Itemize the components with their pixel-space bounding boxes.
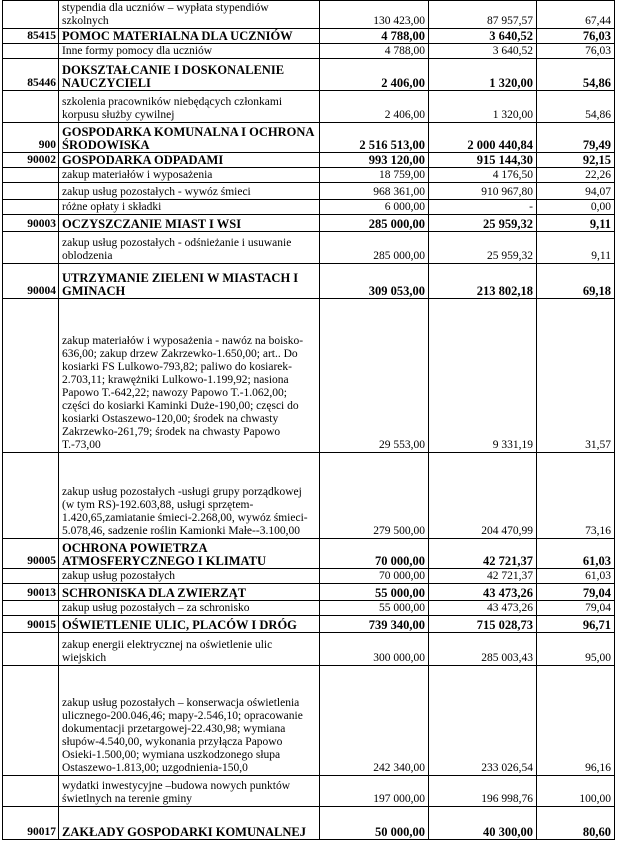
row-description: POMOC MATERIALNA DLA UCZNIÓW [59,29,320,44]
planned-amount: 2 406,00 [320,91,429,123]
section-row [3,264,615,299]
planned-amount: 4 788,00 [320,44,429,59]
planned-amount: 2 406,00 [320,59,429,91]
planned-amount: 29 553,00 [320,299,429,453]
budget-table-body [3,1,615,840]
execution-percent: 31,57 [537,299,615,453]
item-row [3,601,615,616]
section-code [3,1,59,29]
executed-amount: 25 959,32 [429,232,537,264]
planned-amount: 55 000,00 [320,601,429,616]
section-row [3,215,615,232]
section-code: 90003 [3,215,59,232]
executed-amount: 715 028,73 [429,616,537,633]
execution-percent: 76,03 [537,29,615,44]
row-description: OCHRONA POWIETRZA ATMOSFERYCZNEGO I KLIMATU [59,539,320,569]
section-row [3,153,615,168]
item-row [3,44,615,59]
row-description: ZAKŁADY GOSPODARKI KOMUNALNEJ [59,807,320,840]
section-code [3,168,59,183]
executed-amount: 233 026,54 [429,666,537,776]
section-code: 90015 [3,616,59,633]
section-code: 900 [3,123,59,153]
row-description: UTRZYMANIE ZIELENI W MIASTACH I GMINACH [59,264,320,299]
execution-percent: 96,71 [537,616,615,633]
executed-amount: 204 470,99 [429,453,537,539]
item-row [3,776,615,807]
section-code [3,666,59,776]
section-code: 90013 [3,584,59,601]
item-row [3,232,615,264]
section-row [3,123,615,153]
executed-amount: 1 320,00 [429,91,537,123]
execution-percent: 95,00 [537,633,615,666]
row-description: różne opłaty i składki [59,200,320,215]
execution-percent: 94,07 [537,183,615,200]
executed-amount: 910 967,80 [429,183,537,200]
section-code [3,776,59,807]
section-code [3,44,59,59]
planned-amount: 242 340,00 [320,666,429,776]
row-description: zakup materiałów i wyposażenia [59,168,320,183]
execution-percent: 9,11 [537,232,615,264]
executed-amount: 43 473,26 [429,584,537,601]
section-code [3,569,59,584]
execution-percent: 76,03 [537,44,615,59]
execution-percent: 80,60 [537,807,615,840]
planned-amount: 279 500,00 [320,453,429,539]
execution-percent: 69,18 [537,264,615,299]
execution-percent: 79,04 [537,601,615,616]
item-row [3,1,615,29]
executed-amount: 3 640,52 [429,29,537,44]
section-code: 85415 [3,29,59,44]
execution-percent: 73,16 [537,453,615,539]
planned-amount: 4 788,00 [320,29,429,44]
section-row [3,584,615,601]
executed-amount: 196 998,76 [429,776,537,807]
executed-amount: 40 300,00 [429,807,537,840]
section-code [3,183,59,200]
row-description: zakup usług pozostałych - wywóz śmieci [59,183,320,200]
row-description: SCHRONISKA DLA ZWIERZĄT [59,584,320,601]
execution-percent: 67,44 [537,1,615,29]
executed-amount: 1 320,00 [429,59,537,91]
executed-amount: 42 721,37 [429,539,537,569]
row-description: stypendia dla uczniów – wypłata stypendiów szkolnych [59,1,320,29]
execution-percent: 79,04 [537,584,615,601]
item-row [3,91,615,123]
planned-amount: 300 000,00 [320,633,429,666]
execution-percent: 61,03 [537,569,615,584]
execution-percent: 100,00 [537,776,615,807]
planned-amount: 6 000,00 [320,200,429,215]
executed-amount: 42 721,37 [429,569,537,584]
planned-amount: 70 000,00 [320,539,429,569]
section-code: 85446 [3,59,59,91]
budget-table [2,0,615,840]
item-row [3,168,615,183]
row-description: DOKSZTAŁCANIE I DOSKONALENIE NAUCZYCIELI [59,59,320,91]
section-code [3,91,59,123]
planned-amount: 285 000,00 [320,232,429,264]
row-description: zakup usług pozostałych -usługi grupy porządkowej (w tym RS)-192.603,88, usługi sprzętem-1.420,65,zamiatanie śmieci-2.268,00, wywóz śmieci-5.078,46, sadzenie roślin Kamionki Małe--3.100,00 [59,453,320,539]
section-code [3,232,59,264]
planned-amount: 285 000,00 [320,215,429,232]
executed-amount: 25 959,32 [429,215,537,232]
executed-amount: 87 957,57 [429,1,537,29]
planned-amount: 197 000,00 [320,776,429,807]
item-row [3,633,615,666]
execution-percent: 54,86 [537,59,615,91]
execution-percent: 0,00 [537,200,615,215]
section-code: 90017 [3,807,59,840]
row-description: zakup usług pozostałych – za schronisko [59,601,320,616]
row-description: GOSPODARKA KOMUNALNA I OCHRONA ŚRODOWISKA [59,123,320,153]
section-row [3,616,615,633]
planned-amount: 18 759,00 [320,168,429,183]
section-row [3,807,615,840]
planned-amount: 993 120,00 [320,153,429,168]
execution-percent: 79,49 [537,123,615,153]
section-code [3,299,59,453]
planned-amount: 968 361,00 [320,183,429,200]
row-description: OCZYSZCZANIE MIAST I WSI [59,215,320,232]
section-row [3,539,615,569]
section-code: 90002 [3,153,59,168]
item-row [3,666,615,776]
execution-percent: 9,11 [537,215,615,232]
section-code [3,633,59,666]
execution-percent: 61,03 [537,539,615,569]
executed-amount: 9 331,19 [429,299,537,453]
row-description: Inne formy pomocy dla uczniów [59,44,320,59]
section-code: 90005 [3,539,59,569]
row-description: szkolenia pracowników niebędących członkami korpusu służby cywilnej [59,91,320,123]
executed-amount: - [429,200,537,215]
row-description: wydatki inwestycyjne –budowa nowych punktów świetlnych na terenie gminy [59,776,320,807]
item-row [3,299,615,453]
row-description: zakup usług pozostałych [59,569,320,584]
planned-amount: 2 516 513,00 [320,123,429,153]
planned-amount: 309 053,00 [320,264,429,299]
row-description: zakup usług pozostałych – konserwacja oświetlenia ulicznego-200.046,46; mapy-2.546,10; opracowanie dokumentacji przetargowej-22.430,98; wymiana słupów-4.540,00, wykonania przyłącza Papowo Osieki-1.500,00; wymiana uszkodzonego słupa Ostaszewo-1.813,00; uzgodnienia-150,0 [59,666,320,776]
executed-amount: 3 640,52 [429,44,537,59]
execution-percent: 54,86 [537,91,615,123]
section-code [3,200,59,215]
row-description: GOSPODARKA ODPADAMI [59,153,320,168]
section-code: 90004 [3,264,59,299]
execution-percent: 92,15 [537,153,615,168]
section-row [3,29,615,44]
planned-amount: 70 000,00 [320,569,429,584]
item-row [3,200,615,215]
execution-percent: 22,26 [537,168,615,183]
section-code [3,453,59,539]
planned-amount: 55 000,00 [320,584,429,601]
item-row [3,569,615,584]
executed-amount: 4 176,50 [429,168,537,183]
execution-percent: 96,16 [537,666,615,776]
row-description: zakup materiałów i wyposażenia - nawóz na boisko-636,00; zakup drzew Zakrzewko-1.650,00; art.. Do kosiarki FS Lulkowo-793,82; paliwo do kosiarek-2.703,11; krawężniki Lulkowo-1.199,92; nasiona Papowo T.-642,22; nawozy Papowo T.-1.062,00; części do kosiarki Kaminki Duże-190,00; częsci do kosiarki Ostaszewo-120,00; środek na chwasty Zakrzewko-261,79; środek na chwasty Papowo T.-73,00 [59,299,320,453]
section-code [3,601,59,616]
executed-amount: 915 144,30 [429,153,537,168]
planned-amount: 50 000,00 [320,807,429,840]
row-description: zakup energii elektrycznej na oświetlenie ulic wiejskich [59,633,320,666]
planned-amount: 739 340,00 [320,616,429,633]
row-description: OŚWIETLENIE ULIC, PLACÓW I DRÓG [59,616,320,633]
executed-amount: 43 473,26 [429,601,537,616]
item-row [3,183,615,200]
executed-amount: 285 003,43 [429,633,537,666]
item-row [3,453,615,539]
section-row [3,59,615,91]
planned-amount: 130 423,00 [320,1,429,29]
row-description: zakup usług pozostałych - odśnieżanie i usuwanie oblodzenia [59,232,320,264]
executed-amount: 2 000 440,84 [429,123,537,153]
executed-amount: 213 802,18 [429,264,537,299]
